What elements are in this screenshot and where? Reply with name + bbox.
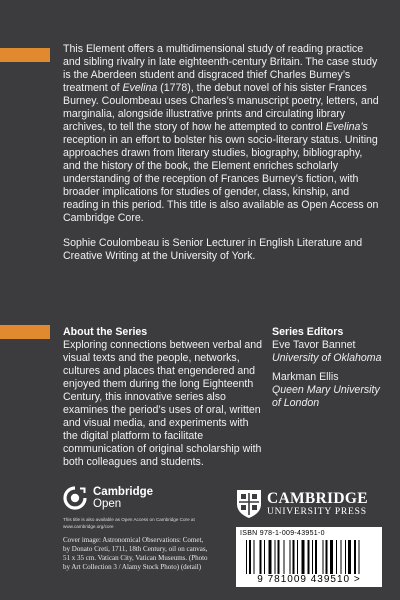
- book-blurb: [63, 43, 379, 275]
- about-the-series: [63, 326, 263, 469]
- about-series-text: Exploring connections between verbal and visual texts and the people, networks, cultures and places that engendered and enjoyed them during the long Eighteenth Century, this innovative series also examines the period’s uses of oral, written and visual media, and experiments with the digital platform to facilitate communication of original scholarship with both colleagues and students.: [63, 339, 263, 468]
- series-editors: [272, 326, 387, 416]
- isbn-barcode: [236, 527, 382, 587]
- editor-affiliation: University of Oklahoma: [272, 352, 382, 364]
- open-access-note: This title is also available as Open Access on Cambridge Core at www.cambridge.org/core: [63, 517, 195, 529]
- barcode-icon: [246, 540, 372, 574]
- series-editors-title: Series Editors: [272, 326, 344, 338]
- editor-affiliation: Queen Mary University of London: [272, 384, 380, 409]
- editor-entry: [272, 339, 387, 365]
- cambridge-open-line2: Open: [93, 498, 122, 510]
- blurb-paragraph-1: This Element offers a multidimensional study of reading practice and sibling rivalry in late eighteenth-century Britain. The case study is the Aberdeen student and disgraced thief Charles Burney’s treatment of Evelina (1778), the debut novel of his sister Frances Burney. Coulombeau uses Charles’s manuscript poetry, letters, and marginalia, alongside illustrative prints and circulating library archives, to tell the story of how he attempted to control Evelina’s reception in an effort to bolster his own socio-literary status. Uniting approaches drawn from literary studies, biography, bibliography, and the history of the book, the Element enriches scholarly understanding of the reception of Frances Burney’s fiction, with broader implications for studies of gender, class, kinship, and reading in this period. This title is also available as Open Access on Cambridge Core.: [63, 43, 379, 224]
- editor-name: Markman Ellis: [272, 371, 339, 383]
- isbn-label: ISBN 978-1-009-43951-0: [240, 530, 325, 537]
- cambridge-open-logo: [63, 486, 153, 510]
- press-name-line1: CAMBRIDGE: [267, 489, 368, 507]
- author-bio: Sophie Coulombeau is Senior Lecturer in English Literature and Creative Writing at the University of York.: [63, 237, 363, 262]
- accent-bar-top: [0, 48, 50, 62]
- press-name-line2: UNIVERSITY PRESS: [267, 506, 367, 517]
- open-access-icon: [63, 486, 87, 510]
- cambridge-open-line1: Cambridge: [93, 486, 154, 498]
- editor-entry: [272, 371, 387, 410]
- cover-image-credit: Cover image: Astronomical Observations: Comet, by Donato Creti, 1711, 18th Century, oil on canvas, 51 x 35 cm. Vatican City, Vatican Museums. (Photo by Art Collection 3 / Alamy Stock Photo) (detail): [63, 536, 208, 571]
- about-series-title: About the Series: [63, 326, 148, 338]
- cambridge-university-press-logo: [236, 489, 368, 519]
- crest-shield-icon: [236, 489, 262, 519]
- editor-name: Eve Tavor Bannet: [272, 339, 356, 351]
- accent-bar-bottom: [0, 325, 50, 339]
- barcode-digits: 9 781009 439510 >: [257, 574, 361, 585]
